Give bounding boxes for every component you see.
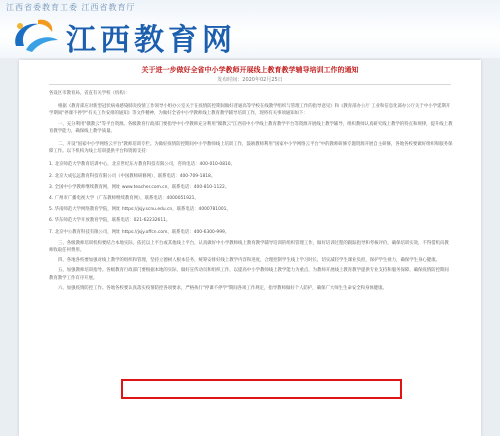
paragraph-5: 五、加强教师培训指导。各级教育行政部门要根据本地的实际，做好宣传动员和组织工作，以提高中小学教师线上教学能力为重点，为教师开展线上教育教学提供专业支持和服务保障，确保疫情防控期间教育教学工作有序开展。	[49, 268, 449, 281]
highlight-box	[121, 379, 402, 399]
greeting: 各设区市教育局，省直有关学校（机构）：	[49, 91, 131, 96]
provider-list	[49, 161, 453, 235]
title-divider	[49, 84, 451, 85]
site-topline: 江西省委教育工委 江西省教育厅	[6, 3, 136, 12]
paragraph-2: 二、开设"国家中小学网络云平台"教师培训专栏。为做好疫情防控期间中小学教师线上培训工作，鼓励教师利用"国家中小学网络云平台"中的教师研修专题资源开展自主研修，各地各校要做好组织和服务保障工作。以下机构为线上培训提供平台和资源支持：	[49, 142, 453, 155]
provider-item: 5. 华南师范大学网络教育学院，网址 https://jsjy.scnu.edu.cn，联系电话：4000781001。	[49, 207, 231, 213]
provider-item: 3. 全国中小学教师继续教育网，网址 www.teacher.com.cn，联系电话：400-810-1122。	[49, 184, 230, 190]
provider-item: 6. 华东师范大学开放教育学院，联系电话：021-62232611。	[49, 218, 171, 224]
paragraph-1: 一、充分利用"赣教云"等平台资源。各级教育行政部门要指导中小学教师充分利用"赣教云"江西省中小学线上教育教学平台等资源开展线上教学辅导，组织教师认真研究线上教学的特点和规律，提升线上教育教学能力，确保线上教学质量。	[49, 121, 453, 134]
article-body	[49, 90, 453, 295]
provider-item: 2. 北京大成弘远教育科技有限公司（中国教师研修网），联系电话：400-709-1818。	[49, 173, 216, 179]
paragraph-3: 三、各级教师培训机构要结合本地实际，依托以上平台或其他线上平台，认真做好中小学教师线上教育教学辅导培训的组织管理工作，做好培训过程的跟踪指导和考核评价，确保培训实效，不得借机向教师收取任何费用。	[49, 240, 449, 254]
provider-item: 7. 北京中公教育科技有限公司，网址 https://jsjy.offcn.com，联系电话：400-6300-999。	[49, 229, 230, 235]
provider-item: 1. 北京师范大学教育培训中心，北京世纪东方教育科技有限公司，咨询电话：400-010-0810。	[49, 162, 235, 168]
jx-swirl-logo-icon[interactable]	[8, 16, 62, 56]
paragraph-6: 六、加强疫情防控工作。各地各校要认真落实疫情防控各项要求，严格执行"停课不停学"期间各项工作规定，指导教师做好个人防护，确保广大师生生命安全和身体健康。	[58, 285, 387, 291]
article-meta: 发布时间：2020年02月25日	[217, 77, 283, 83]
provider-item: 4. 广州市广播电视大学（广东教师继续教育网），联系电话：4000051921。	[49, 196, 199, 202]
site-header	[0, 0, 500, 58]
article-title: 关于进一步做好全省中小学教师开展线上教育教学辅导培训工作的通知	[141, 66, 359, 74]
site-name[interactable]: 江西教育网	[66, 23, 236, 58]
paragraph-4: 四、各地各校要加强对线上教学的组织和管理，坚持立德树人根本任务，统筹安排好线上教学内容和进度，合理控制学生线上学习时长，切实减轻学生课业负担，保护学生视力，确保学生身心健康。	[58, 258, 440, 264]
intro-paragraph: 根据《教育部应对新型冠状病毒感染肺炎疫情工作领导小组办公室关于在疫情防控期间做好普通高等学校在线教学组织与管理工作的指导意见》和《教育部办公厅 工业和信息化部办公厅关于中小学延期开学期间"停课不停学"有关工作安排的通知》等文件精神，为做好全省中小学教师线上教育教学辅导培训工作，现将有关事项通知如下：	[49, 104, 451, 117]
